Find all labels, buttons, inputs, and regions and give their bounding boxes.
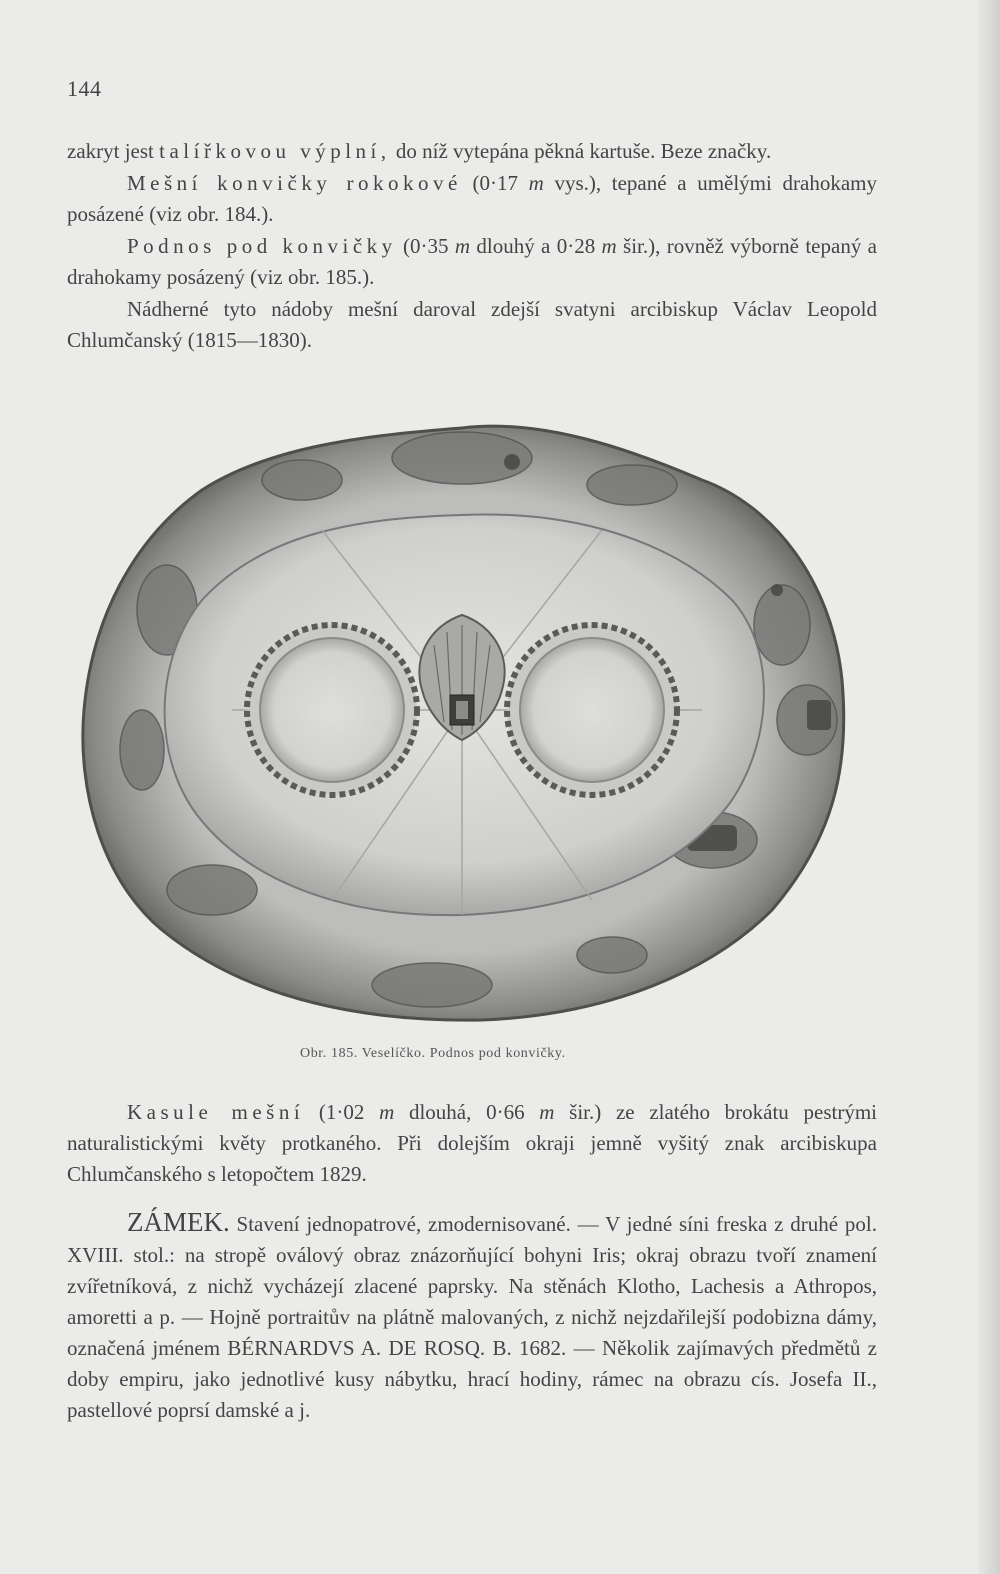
page-number: 144 [67,76,102,101]
paragraph-podnos: Podnos pod konvičky (0·35 m dlouhý a 0·28 m šir.), rovněž výborně tepaný a drahokamy posázený (viz obr. 185.). [67,233,877,289]
spaced-term: talířkovou výplní, [159,139,391,163]
page-edge [978,0,1000,1574]
tray-photograph [72,410,852,1030]
cup-ring-left [247,625,417,795]
kasule-paragraph: Kasule mešní (1·02 m dlouhá, 0·66 m šir.) ze zlatého brokátu pestrými naturalistickými květy protkaného. Při dolejším okraji jemně vyšitý znak arcibiskupa Chlumčanského s letopočtem 1829. [67,1100,877,1186]
figure-caption: Obr. 185. Veselíčko. Podnos pod konvičky. [300,1046,566,1061]
cup-ring-right [507,625,677,795]
paragraph-donor: Nádherné tyto nádoby mešní daroval zdejší svatyni arcibiskup Václav Leopold Chlumčanský (1815—1830). [67,296,877,352]
spaced-term: Kasule mešní [127,1100,305,1124]
paragraph-konvicky: Mešní konvičky rokokové (0·17 m vys.), tepané a umělými drahokamy posázené (viz obr. 184.). [67,170,877,226]
zamek-paragraph [67,1207,877,1426]
spaced-term: Podnos pod konvičky [127,233,397,258]
top-text [67,136,877,357]
zamek-heading: ZÁMEK. [127,1207,230,1237]
paragraph-cover: zakryt jest talířkovou výplní, do níž vytepána pěkná kartuše. Beze značky. [67,139,772,163]
zamek-text: Stavení jednopatrové, zmodernisované. — V jedné síni freska z druhé pol. XVIII. stol.: na stropě oválový obraz znázorňující bohyni Iris; okraj obrazu tvoří znamení zvířetníková, z nichž vycházejí zlacené paprsky. Na stěnách Klotho, Lachesis a Athropos, amoretti a p. — Hojně portraitův na plátně malovaných, z nichž nejzdařilejší podobizna dámy, označená jménem BÉRNARDVS A. DE ROSQ. B. 1682. — Několik zajímavých předmětů z doby empiru, jako jednotlivé kusy nábytku, hrací hodiny, rámec na obrazu cís. Josefa II., pastellové poprsí damské a j. [67,1212,877,1422]
spaced-term: Mešní konvičky rokokové [127,170,462,195]
tray-illustration [72,410,852,1030]
